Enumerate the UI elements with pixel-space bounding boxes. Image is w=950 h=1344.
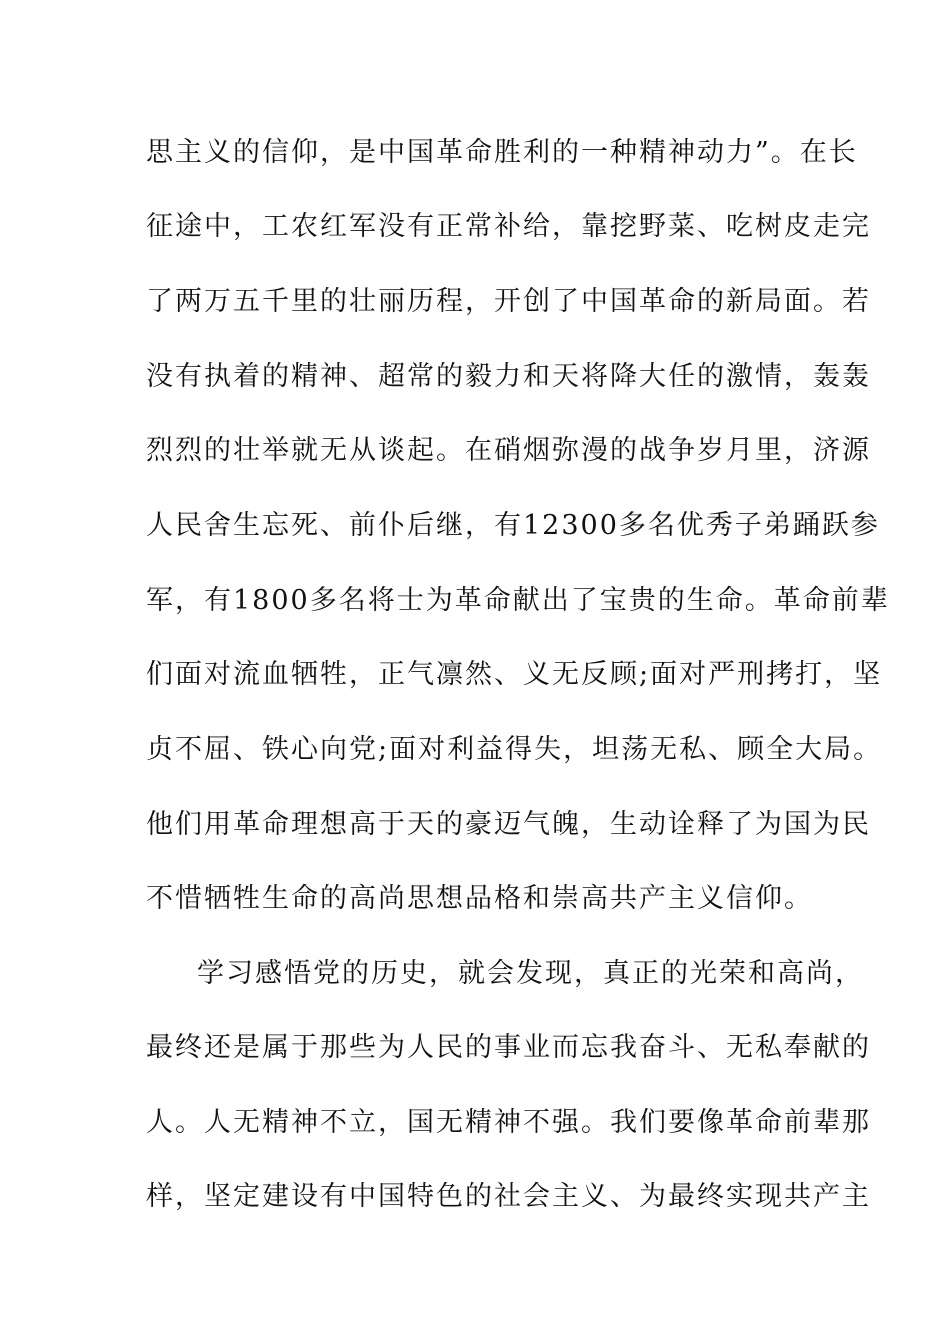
text-line: 贞不屈、铁心向党;面对利益得失，坦荡无私、顾全大局。 xyxy=(146,734,883,765)
text-line: 了两万五千里的壮丽历程，开创了中国革命的新局面。若 xyxy=(146,286,871,317)
text-line: 没有执着的精神、超常的毅力和天将降大任的激情，轰轰 xyxy=(146,361,871,392)
text-line: 烈烈的壮举就无从谈起。在硝烟弥漫的战争岁月里，济源 xyxy=(146,435,871,466)
text-line: 们面对流血牺牲，正气凛然、义无反顾;面对严刑拷打，坚 xyxy=(146,659,883,690)
text-line: 最终还是属于那些为人民的事业而忘我奋斗、无私奉献的 xyxy=(146,1032,871,1063)
paragraph-first-line: 学习感悟党的历史，就会发现，真正的光荣和高尚， xyxy=(197,958,864,989)
text-line: 人民舍生忘死、前仆后继，有12300多名优秀子弟踊跃参 xyxy=(146,510,880,541)
text-line: 样，坚定建设有中国特色的社会主义、为最终实现共产主 xyxy=(146,1181,871,1212)
text-line: 不惜牺牲生命的高尚思想品格和崇高共产主义信仰。 xyxy=(146,883,813,914)
text-line: 征途中，工农红军没有正常补给，靠挖野菜、吃树皮走完 xyxy=(146,211,871,242)
text-line: 思主义的信仰，是中国革命胜利的一种精神动力”。在长 xyxy=(146,137,858,168)
text-line: 军，有1800多名将士为革命献出了宝贵的生命。革命前辈 xyxy=(146,585,890,616)
text-line: 人。人无精神不立，国无精神不强。我们要像革命前辈那 xyxy=(146,1107,871,1138)
text-line: 他们用革命理想高于天的豪迈气魄，生动诠释了为国为民 xyxy=(146,809,871,840)
